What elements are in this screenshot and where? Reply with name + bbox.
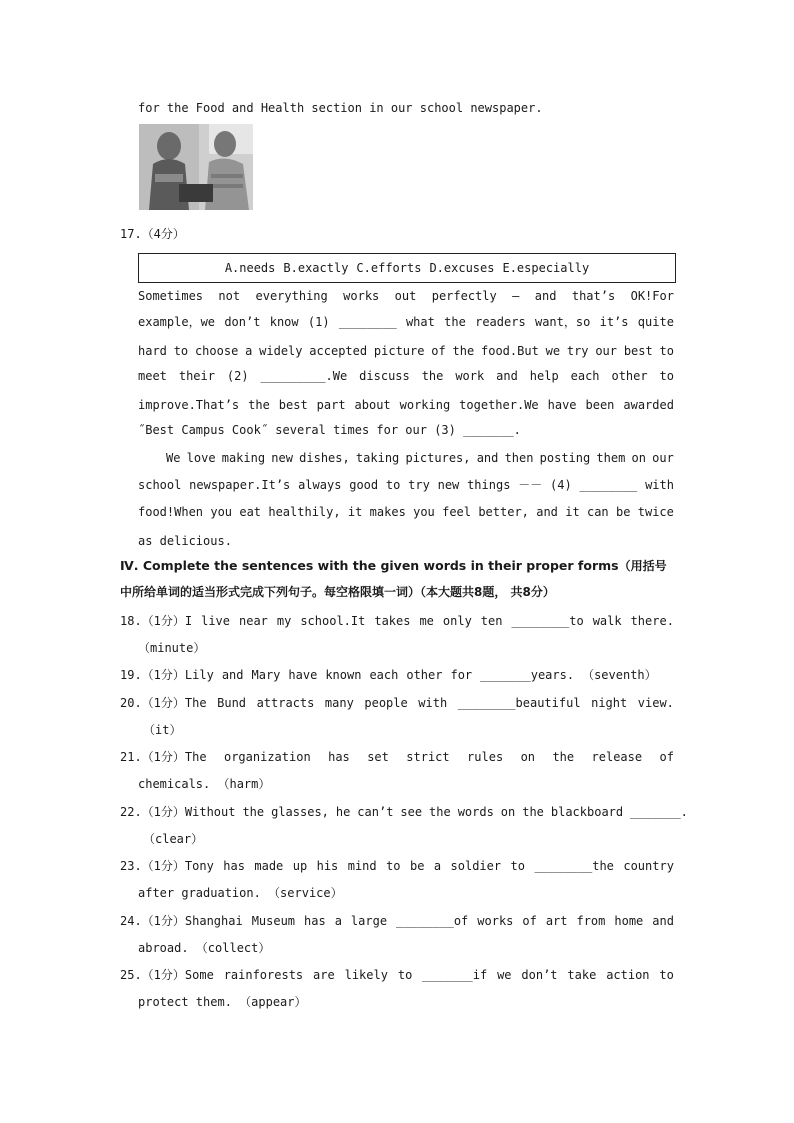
- word: know: [269, 315, 299, 329]
- word: part: [316, 398, 346, 412]
- word: 20.（1分）The: [120, 696, 207, 710]
- word: each: [369, 668, 399, 682]
- word: food!When: [138, 505, 204, 519]
- word: to: [510, 859, 525, 873]
- section-4-instructions: 中所给单词的适当形式完成下列句子。每空格限填一词）（本大题共8题， 共8分）: [120, 585, 555, 599]
- word: glasses,: [271, 805, 329, 819]
- word: has: [304, 914, 326, 928]
- word: ten: [480, 614, 503, 628]
- word: with: [645, 478, 674, 492]
- word: on: [631, 451, 646, 465]
- word: been: [585, 398, 615, 412]
- word: you: [210, 505, 233, 519]
- word: up: [292, 859, 308, 873]
- word: works: [477, 914, 514, 928]
- word: to: [173, 344, 189, 358]
- word: near: [239, 614, 268, 628]
- word: of: [522, 914, 537, 928]
- word: each: [570, 369, 600, 383]
- p2-line-1: [166, 450, 674, 466]
- word: a: [334, 914, 342, 928]
- word: and: [652, 914, 674, 928]
- option-a: A.needs: [224, 261, 276, 275]
- p1-line-4: [138, 368, 674, 384]
- word: be: [409, 859, 425, 873]
- word: the: [242, 805, 265, 819]
- word: his: [316, 859, 339, 873]
- word: has: [223, 859, 245, 873]
- word: best: [623, 344, 653, 358]
- word: new: [271, 451, 293, 465]
- word: takes: [374, 614, 411, 628]
- p1-line-3: [138, 343, 674, 359]
- word: many: [324, 696, 354, 710]
- word: Bund: [217, 696, 247, 710]
- word: feel: [442, 505, 472, 519]
- option-box: [138, 253, 676, 283]
- word: picture: [373, 344, 425, 358]
- word: widely: [259, 344, 303, 358]
- word: release: [591, 750, 643, 764]
- word: other: [611, 369, 648, 383]
- word: take: [567, 968, 597, 982]
- word: a: [245, 344, 253, 358]
- word: 25.（1分）Some: [120, 968, 214, 982]
- word: out: [394, 289, 417, 303]
- q20-line-1: [120, 695, 674, 711]
- word: with: [418, 696, 448, 710]
- word: pictures,: [405, 451, 471, 465]
- word: ________: [338, 315, 397, 329]
- word: likely: [344, 968, 388, 982]
- word: don’t: [521, 968, 558, 982]
- q25-line-1: [120, 967, 674, 983]
- word: not: [218, 289, 241, 303]
- word: rainforests: [223, 968, 304, 982]
- word: –: [512, 289, 520, 303]
- word: love: [186, 451, 216, 465]
- word: of: [431, 344, 446, 358]
- word: Museum: [251, 914, 296, 928]
- word: 24.（1分）Shanghai: [120, 914, 243, 928]
- word: We: [166, 451, 181, 465]
- word: country: [623, 859, 674, 873]
- word: ________of: [396, 914, 469, 928]
- q19-line-1: [120, 667, 657, 683]
- word: large: [350, 914, 388, 928]
- word: live: [201, 614, 231, 628]
- word: best: [278, 398, 308, 412]
- word: only: [442, 614, 472, 628]
- word: rules: [467, 750, 504, 764]
- word: to: [386, 859, 401, 873]
- word: to: [659, 369, 674, 383]
- word: OK!For: [630, 289, 674, 303]
- word: want，so: [534, 315, 591, 329]
- word: and: [534, 289, 557, 303]
- word: ________to: [511, 614, 584, 628]
- word: are: [313, 968, 335, 982]
- q20-hint: （it）: [143, 723, 182, 737]
- word: about: [354, 398, 391, 412]
- word: then: [504, 451, 534, 465]
- word: and: [496, 369, 518, 383]
- word: to: [397, 968, 413, 982]
- word: 22.（1分）Without: [120, 805, 236, 819]
- word: taking: [355, 451, 400, 465]
- q18-hint: （minute）: [138, 641, 206, 655]
- word: it: [565, 505, 580, 519]
- word: to: [659, 968, 674, 982]
- p1-line-1: [138, 288, 674, 304]
- word: improve.That’s: [138, 398, 240, 412]
- word: the: [452, 344, 475, 358]
- word: newspaper.It’s: [189, 478, 291, 492]
- word: we: [545, 344, 561, 358]
- word: _______years.: [480, 668, 575, 682]
- word: ________: [579, 478, 638, 492]
- word: school.It: [300, 614, 366, 628]
- word: you: [413, 505, 435, 519]
- word: there.: [630, 614, 674, 628]
- q21-line-2: chemicals. （harm）: [138, 777, 271, 791]
- word: home: [614, 914, 644, 928]
- word: a: [433, 859, 442, 873]
- q18-line-1: [120, 613, 674, 629]
- word: blackboard: [550, 805, 624, 819]
- word: new: [437, 478, 460, 492]
- word: what: [405, 315, 435, 329]
- q23-line-2: after graduation. （service）: [138, 886, 343, 900]
- word: _________.We: [260, 369, 348, 383]
- word: we: [497, 968, 512, 982]
- word: art: [545, 914, 568, 928]
- word: better,: [478, 505, 529, 519]
- word: other: [406, 668, 443, 682]
- word: eat: [239, 505, 262, 519]
- word: the: [522, 805, 544, 819]
- word: example，we: [138, 315, 216, 329]
- word: the: [248, 398, 270, 412]
- q23-line-1: [120, 858, 674, 874]
- word: the: [444, 315, 466, 329]
- word: the: [552, 750, 575, 764]
- word: from: [576, 914, 606, 928]
- word: set: [367, 750, 389, 764]
- word: of: [659, 750, 674, 764]
- word: the: [429, 805, 451, 819]
- word: that’s: [571, 289, 616, 303]
- q24-line-2: abroad. （collect）: [138, 941, 271, 955]
- word: awarded: [623, 398, 674, 412]
- p2-line-4: as delicious.: [138, 534, 232, 548]
- p2-line-2: [138, 477, 674, 493]
- word: for: [450, 668, 473, 682]
- word: have: [547, 398, 577, 412]
- word: _______.: [630, 805, 688, 819]
- students-photo: [139, 124, 253, 210]
- word: discuss: [359, 369, 410, 383]
- word: readers: [475, 315, 526, 329]
- word: Mary: [251, 668, 281, 682]
- word: my: [276, 614, 292, 628]
- word: school: [138, 478, 182, 492]
- word: (1): [307, 315, 330, 329]
- word: them: [596, 451, 626, 465]
- word: strict: [406, 750, 450, 764]
- word: made: [254, 859, 284, 873]
- word: dishes,: [299, 451, 350, 465]
- word: can’t: [357, 805, 394, 819]
- word: on: [500, 805, 516, 819]
- word: known: [325, 668, 362, 682]
- word: Sometimes: [138, 289, 204, 303]
- section-4-heading: [120, 558, 667, 574]
- word: our: [595, 344, 618, 358]
- word: makes: [369, 505, 406, 519]
- word: their: [178, 369, 215, 383]
- option-c: C.efforts: [356, 261, 422, 275]
- word: words: [457, 805, 494, 819]
- word: 21.（1分）The: [120, 750, 207, 764]
- word: me: [419, 614, 434, 628]
- word: night: [591, 696, 628, 710]
- word: and: [476, 451, 499, 465]
- word: have: [288, 668, 318, 682]
- word: 18.（1分）I: [120, 614, 193, 628]
- word: quite: [637, 315, 674, 329]
- word: meet: [138, 369, 167, 383]
- word: （seventh）: [582, 668, 657, 682]
- word: action: [606, 968, 650, 982]
- word: hard: [138, 344, 167, 358]
- word: work: [455, 369, 485, 383]
- word: attracts: [256, 696, 315, 710]
- word: 19.（1分）Lily: [120, 668, 214, 682]
- option-d: D.excuses: [429, 261, 495, 275]
- p1-line-5: [138, 397, 674, 413]
- word: soldier: [450, 859, 502, 873]
- word: try: [408, 478, 430, 492]
- word: choose: [194, 344, 239, 358]
- word: our: [652, 451, 674, 465]
- word: try: [566, 344, 589, 358]
- word: mind: [347, 859, 377, 873]
- word: to: [385, 478, 401, 492]
- word: don’t: [224, 315, 261, 329]
- word: posting: [539, 451, 591, 465]
- word: healthily,: [268, 505, 341, 519]
- word: and: [536, 505, 558, 519]
- word: (4): [550, 478, 572, 492]
- word: twice: [637, 505, 674, 519]
- q25-line-2: protect them. （appear）: [138, 995, 307, 1009]
- q22-line-1: [120, 804, 688, 820]
- word: works: [343, 289, 380, 303]
- word: making: [221, 451, 266, 465]
- word: 23.（1分）Tony: [120, 859, 214, 873]
- word: －－: [518, 478, 543, 492]
- word: he: [335, 805, 351, 819]
- word: walk: [592, 614, 622, 628]
- word: it’s: [599, 315, 629, 329]
- word: organization: [223, 750, 311, 764]
- word: it: [347, 505, 363, 519]
- word: the: [421, 369, 444, 383]
- word: accepted: [309, 344, 368, 358]
- word: together.We: [459, 398, 539, 412]
- word: to: [659, 344, 674, 358]
- p1-line-2: [138, 314, 674, 330]
- word: (2): [226, 369, 249, 383]
- word: good: [349, 478, 379, 492]
- word: working: [399, 398, 451, 412]
- word: and: [221, 668, 244, 682]
- q17-header: 17.（4分）: [120, 227, 185, 241]
- word: perfectly: [431, 289, 497, 303]
- word: ________the: [534, 859, 614, 873]
- p1-line-6: ˝Best Campus Cook˝ several times for our (3) _______.: [138, 423, 521, 437]
- option-e: E.especially: [502, 261, 590, 275]
- word: has: [328, 750, 350, 764]
- intro-text: for the Food and Health section in our school newspaper.: [138, 101, 543, 115]
- section-4-title-cn: （用括号: [618, 559, 667, 573]
- q22-hint: （clear）: [143, 832, 204, 846]
- word: always: [298, 478, 342, 492]
- word: people: [364, 696, 408, 710]
- q21-line-1: [120, 749, 674, 765]
- p2-line-3: [138, 504, 674, 520]
- word: ________beautiful: [457, 696, 581, 710]
- option-b: B.exactly: [283, 261, 349, 275]
- word: things: [467, 478, 511, 492]
- word: can: [586, 505, 609, 519]
- section-4-title-en: Ⅳ. Complete the sentences with the given words in their proper forms: [120, 558, 619, 573]
- q24-line-1: [120, 913, 674, 929]
- word: food.But: [481, 344, 539, 358]
- word: view.: [637, 696, 674, 710]
- word: help: [529, 369, 559, 383]
- word: be: [615, 505, 631, 519]
- word: on: [520, 750, 536, 764]
- word: _______if: [422, 968, 488, 982]
- word: see: [400, 805, 423, 819]
- word: everything: [255, 289, 328, 303]
